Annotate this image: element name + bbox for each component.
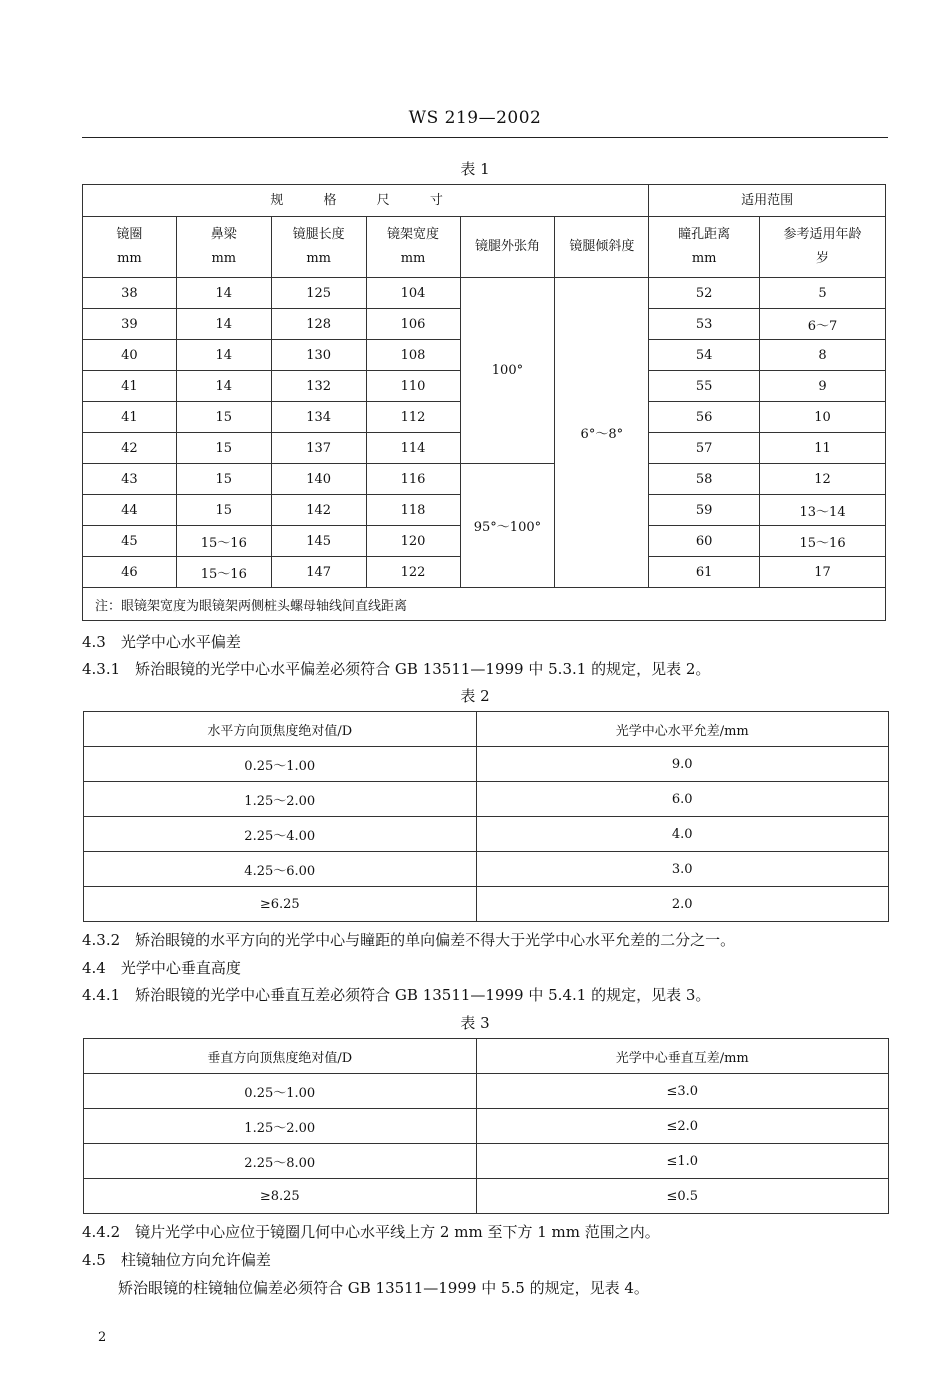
cell-age: 6～7	[760, 309, 886, 340]
cell-power: 1.25～2.00	[84, 782, 477, 817]
cell-power: 2.25～8.00	[84, 1144, 477, 1179]
cell-frame-width: 122	[366, 557, 460, 588]
cell-temple-length: 137	[271, 433, 366, 464]
cell-rim: 39	[83, 309, 177, 340]
cell-bridge: 14	[176, 309, 271, 340]
range-group-header: 适用范围	[649, 185, 886, 217]
cell-temple-length: 145	[271, 526, 366, 557]
cell-power: 0.25～1.00	[84, 1074, 477, 1109]
cell-angle-a: 100°	[460, 278, 555, 464]
cell-tolerance: ≤2.0	[476, 1109, 889, 1144]
cell-power: 2.25～4.00	[84, 817, 477, 852]
cell-temple-length: 128	[271, 309, 366, 340]
cell-rim: 38	[83, 278, 177, 309]
table1-note: 注：眼镜架宽度为眼镜架两侧桩头螺母轴线间直线距离	[83, 588, 886, 621]
table-1	[82, 184, 886, 621]
cell-age: 5	[760, 278, 886, 309]
cell-temple-length: 140	[271, 464, 366, 495]
cell-tolerance: 4.0	[476, 817, 889, 852]
table-row	[84, 747, 889, 782]
document-code: WS 219—2002	[408, 108, 542, 128]
cell-pupil: 61	[649, 557, 760, 588]
cell-tolerance: 9.0	[476, 747, 889, 782]
cell-power: 4.25～6.00	[84, 852, 477, 887]
table-row	[84, 887, 889, 922]
cell-age: 9	[760, 371, 886, 402]
table-row	[84, 817, 889, 852]
cell-tolerance: ≤1.0	[476, 1144, 889, 1179]
cell-age: 10	[760, 402, 886, 433]
cell-frame-width: 118	[366, 495, 460, 526]
cell-power: ≥6.25	[84, 887, 477, 922]
cell-rim: 43	[83, 464, 177, 495]
cell-angle-b: 95°～100°	[460, 464, 555, 588]
cell-pupil: 59	[649, 495, 760, 526]
cell-pupil: 54	[649, 340, 760, 371]
table-row	[83, 278, 886, 309]
col-header-bridge: 鼻梁 mm	[176, 217, 271, 278]
cell-power: ≥8.25	[84, 1179, 477, 1214]
col-header-temple-length: 镜腿长度 mm	[271, 217, 366, 278]
cell-frame-width: 116	[366, 464, 460, 495]
cell-pupil: 58	[649, 464, 760, 495]
cell-power: 1.25～2.00	[84, 1109, 477, 1144]
table1-caption: 表 1	[460, 160, 490, 178]
cell-tolerance: ≤0.5	[476, 1179, 889, 1214]
section-4-4-1-text: 4.4.1 矫治眼镜的光学中心垂直互差必须符合 GB 13511—1999 中 5.4.1 的规定，见表 3。	[82, 986, 711, 1004]
cell-bridge: 15～16	[176, 526, 271, 557]
section-4-3-2-text: 4.3.2 矫治眼镜的水平方向的光学中心与瞳距的单向偏差不得大于光学中心水平允差的二分之一。	[82, 931, 736, 949]
section-4-4-2-text: 4.4.2 镜片光学中心应位于镜圈几何中心水平线上方 2 mm 至下方 1 mm 范围之内。	[82, 1223, 660, 1241]
cell-frame-width: 106	[366, 309, 460, 340]
cell-tilt: 6°～8°	[555, 278, 649, 588]
header-rule	[82, 137, 888, 138]
table-row	[84, 1074, 889, 1109]
cell-bridge: 14	[176, 371, 271, 402]
cell-rim: 42	[83, 433, 177, 464]
col-header-pupil-distance: 瞳孔距离 mm	[649, 217, 760, 278]
cell-tolerance: 3.0	[476, 852, 889, 887]
cell-pupil: 53	[649, 309, 760, 340]
cell-age: 8	[760, 340, 886, 371]
cell-rim: 40	[83, 340, 177, 371]
cell-temple-length: 142	[271, 495, 366, 526]
cell-rim: 45	[83, 526, 177, 557]
table3-caption: 表 3	[460, 1014, 490, 1032]
table-row	[84, 1179, 889, 1214]
cell-frame-width: 114	[366, 433, 460, 464]
cell-temple-length: 147	[271, 557, 366, 588]
table2-caption: 表 2	[460, 687, 490, 705]
table-row	[83, 464, 886, 495]
section-4-5-heading: 4.5 柱镜轴位方向允许偏差	[82, 1251, 271, 1269]
section-4-3-1-text: 4.3.1 矫治眼镜的光学中心水平偏差必须符合 GB 13511—1999 中 5.3.1 的规定，见表 2。	[82, 660, 711, 678]
cell-age: 17	[760, 557, 886, 588]
section-4-5-text: 矫治眼镜的柱镜轴位偏差必须符合 GB 13511—1999 中 5.5 的规定，见表 4。	[118, 1279, 649, 1297]
cell-bridge: 15	[176, 464, 271, 495]
col-header-frame-width: 镜架宽度 mm	[366, 217, 460, 278]
cell-age: 13～14	[760, 495, 886, 526]
cell-frame-width: 108	[366, 340, 460, 371]
cell-bridge: 15～16	[176, 557, 271, 588]
cell-temple-length: 130	[271, 340, 366, 371]
cell-power: 0.25～1.00	[84, 747, 477, 782]
table-row	[84, 782, 889, 817]
col-header-rim: 镜圈 mm	[83, 217, 177, 278]
cell-rim: 41	[83, 402, 177, 433]
table-row	[84, 1109, 889, 1144]
cell-pupil: 55	[649, 371, 760, 402]
col-header-age: 参考适用年龄 岁	[760, 217, 886, 278]
cell-tolerance: 2.0	[476, 887, 889, 922]
cell-tolerance: 6.0	[476, 782, 889, 817]
cell-rim: 44	[83, 495, 177, 526]
spec-group-header: 规 格 尺 寸	[83, 185, 649, 217]
section-4-4-heading: 4.4 光学中心垂直高度	[82, 959, 241, 977]
table-2	[83, 711, 889, 922]
table2-header-tolerance: 光学中心水平允差/mm	[476, 712, 889, 747]
cell-bridge: 15	[176, 433, 271, 464]
cell-frame-width: 110	[366, 371, 460, 402]
cell-rim: 41	[83, 371, 177, 402]
cell-bridge: 14	[176, 278, 271, 309]
cell-rim: 46	[83, 557, 177, 588]
section-4-3-heading: 4.3 光学中心水平偏差	[82, 633, 241, 651]
page-number: 2	[98, 1330, 107, 1345]
cell-age: 12	[760, 464, 886, 495]
table3-header-tolerance: 光学中心垂直互差/mm	[476, 1039, 889, 1074]
cell-frame-width: 120	[366, 526, 460, 557]
cell-temple-length: 125	[271, 278, 366, 309]
cell-pupil: 52	[649, 278, 760, 309]
cell-bridge: 15	[176, 495, 271, 526]
cell-temple-length: 134	[271, 402, 366, 433]
table-3	[83, 1038, 889, 1214]
cell-temple-length: 132	[271, 371, 366, 402]
cell-bridge: 14	[176, 340, 271, 371]
cell-bridge: 15	[176, 402, 271, 433]
cell-pupil: 60	[649, 526, 760, 557]
table2-header-power: 水平方向顶焦度绝对值/D	[84, 712, 477, 747]
cell-frame-width: 104	[366, 278, 460, 309]
cell-tolerance: ≤3.0	[476, 1074, 889, 1109]
col-header-temple-angle: 镜腿外张角	[460, 217, 555, 278]
table-row	[84, 852, 889, 887]
table3-header-power: 垂直方向顶焦度绝对值/D	[84, 1039, 477, 1074]
cell-pupil: 57	[649, 433, 760, 464]
cell-age: 15～16	[760, 526, 886, 557]
cell-frame-width: 112	[366, 402, 460, 433]
col-header-temple-tilt: 镜腿倾斜度	[555, 217, 649, 278]
cell-pupil: 56	[649, 402, 760, 433]
cell-age: 11	[760, 433, 886, 464]
table-row	[84, 1144, 889, 1179]
